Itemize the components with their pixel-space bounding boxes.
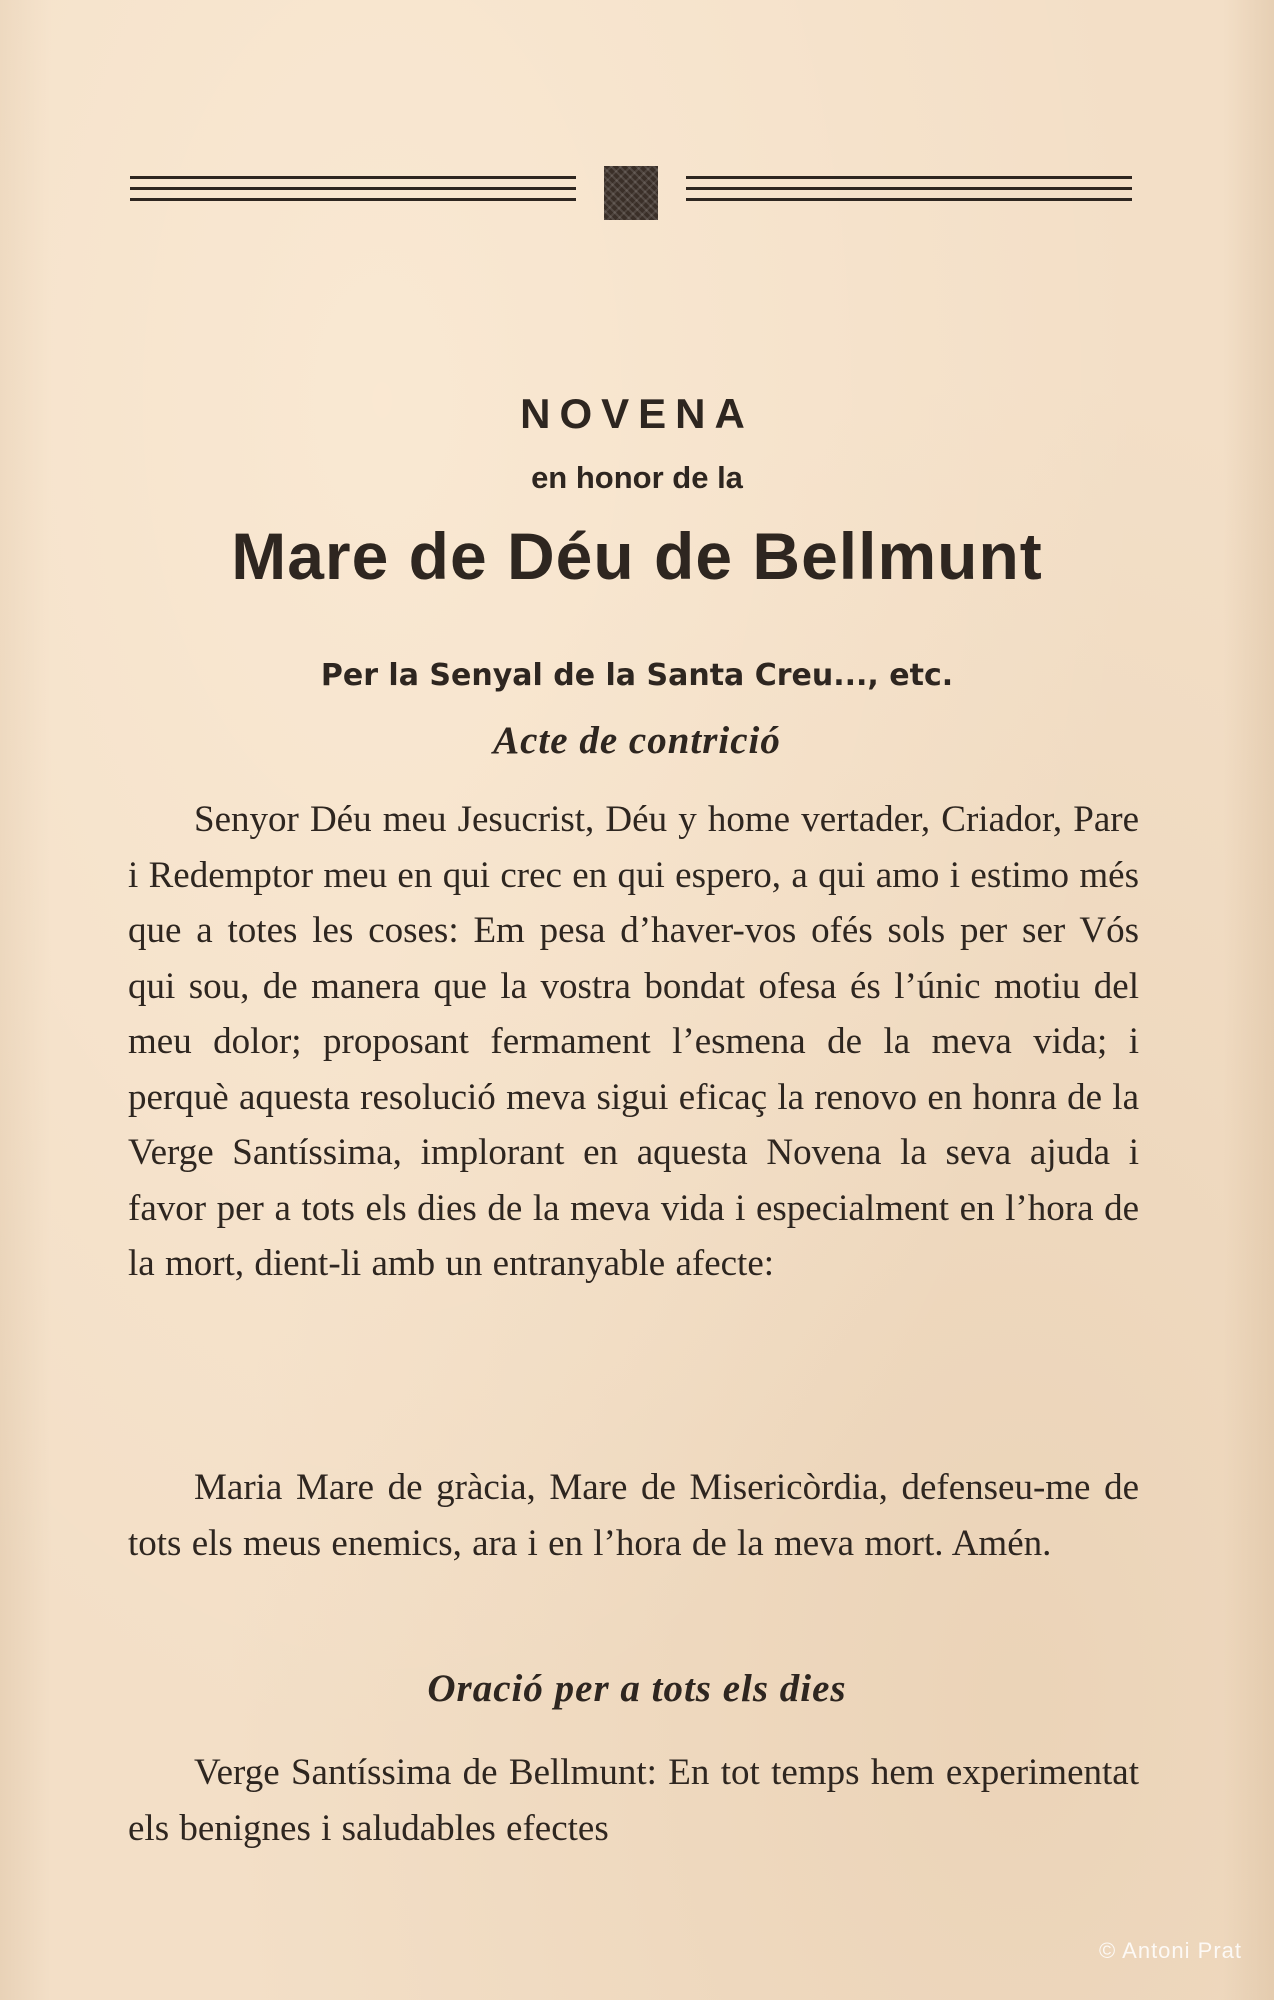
ornament-block-icon (604, 166, 658, 220)
section-heading-acte: Acte de contrició (493, 719, 781, 762)
invocation-line: Per la Senyal de la Santa Creu..., etc. (320, 658, 954, 693)
triple-rule-left (130, 170, 576, 210)
copyright-watermark: © Antoni Prat (1099, 1938, 1242, 1963)
acte-paragraph: Senyor Déu meu Jesucrist, Déu y home vertader, Criador, Pare i Redemptor meu en qui crec en qui espero, a qui amo i estimo més que a totes les coses: Em pesa d’haver-vos ofés sols per ser Vós qui sou, de manera que la vostra bondat ofesa és l’únic motiu del meu dolor; proposant fermament l’esmena de la meva vida; i perquè aquesta resolució meva sigui eficaç la renovo en honra de la Verge Santíssima, implorant en aquesta Novena la seva ajuda i favor per a tots els dies de la meva vida i especialment en l’hora de la mort, dient-li amb un entranyable afecte: (128, 799, 1139, 1284)
section-heading-oracio: Oració per a tots els dies (427, 1667, 847, 1710)
oracio-paragraph: Verge Santíssima de Bellmunt: En tot temps hem experimentat els benignes i saludables efectes (128, 1752, 1139, 1849)
title-main: Mare de Déu de Bellmunt (231, 519, 1043, 593)
title-subtitle: en honor de la (531, 460, 743, 495)
title-novena: NOVENA (520, 390, 754, 437)
maria-paragraph: Maria Mare de gràcia, Mare de Misericòrdia, defenseu-me de tots els meus enemics, ara i en l’hora de la meva mort. Amén. (128, 1467, 1139, 1564)
decorative-header-ornament (130, 166, 1132, 222)
triple-rule-right (686, 170, 1132, 210)
